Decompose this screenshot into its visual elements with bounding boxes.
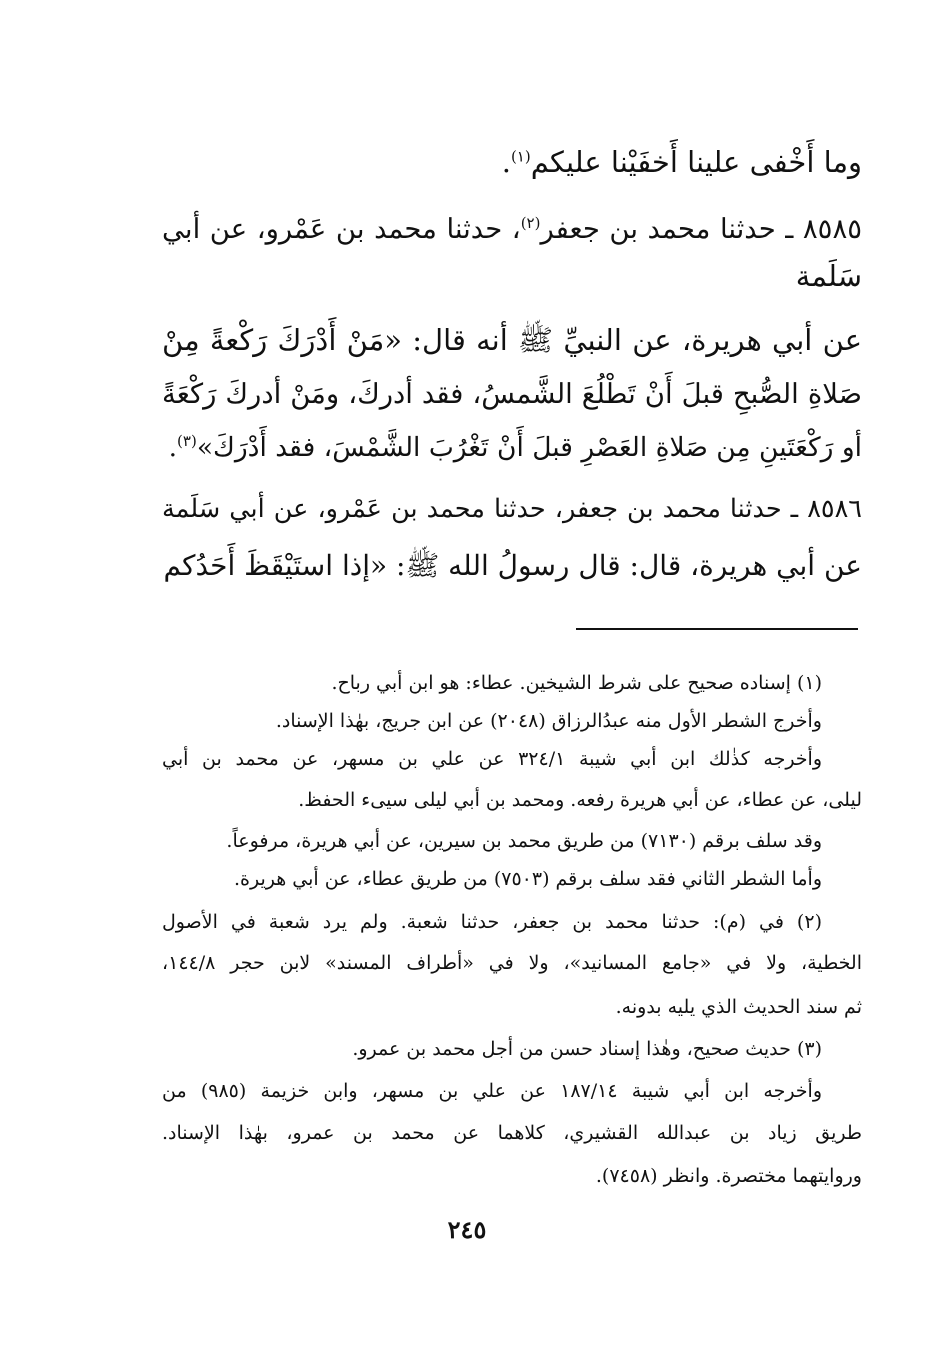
main-text-line: وما أَخْفى علينا أَخفَيْنا عليكم$^{(١)}$. [501,145,862,179]
main-text-line: صَلاةِ الصُّبحِ قبلَ أَنْ تَطْلُعَ الشَّمسُ، فقد أدركَ، ومَنْ أدركَ رَكْعَةً [162,378,862,410]
footnote-line: طريق زياد بن عبدالله القشيري، كلاهما عن محمد بن عمرو، بهٰذا الإسناد. [162,1122,862,1144]
footnote-line: وروايتهما مختصرة. وانظر (٧٤٥٨). [595,1165,862,1187]
footnote-line: (١) إسناده صحيح على شرط الشيخين. عطاء: هو ابن أبي رباح. [331,672,822,694]
footnote-marker: (٣) [177,432,197,451]
footnote-line: ليلى، عن عطاء، عن أبي هريرة رفعه. ومحمد بن أبي ليلى سيىء الحفظ. [298,789,862,811]
footnote-line: الخطية، ولا في «جامع المسانيد»، ولا في «أطراف المسند» لابن حجر ١٤٤/٨، [162,952,862,974]
footnote-line: وأخرجه ابن أبي شيبة ١٨٧/١٤ عن علي بن مسهر، وابن خزيمة (٩٨٥) من [162,1080,823,1102]
main-text-line: أو رَكْعَتَينِ مِن صَلاةِ العَصْرِ قبلَ أَنْ تَغْرُبَ الشَّمْسَ، فقد أَدْرَكَ»$^{(٣)}$. [168,432,862,463]
footnote-line: وأخرج الشطر الأول منه عبدُالرزاق (٢٠٤٨) عن ابن جريج، بهٰذا الإسناد. [275,710,822,732]
footnote-line: وأخرجه كذٰلك ابن أبي شيبة ٣٢٤/١ عن علي بن مسهر، عن محمد بن أبي [162,748,823,770]
page-number: ٢٤٥ [447,1215,487,1244]
footnote-line: وأما الشطر الثاني فقد سلف برقم (٧٥٠٣) من طريق عطاء، عن أبي هريرة. [233,868,822,890]
main-text-line: سَلَمة [795,259,862,293]
hadith-8585-line: ٨٥٨٥ ـ حدثنا محمد بن جعفر$^{(٢)}$، حدثنا محمد بن عَمْرو، عن أبي [162,213,862,245]
footnote-line: (٢) في (م): حدثنا محمد بن جعفر، حدثنا شعبة. ولم يرد شعبة في الأصول [162,911,822,933]
main-text-line: عن أبي هريرة، عن النبيِّ ﷺ أنه قال: «مَنْ أَدْرَكَ رَكْعةً مِنْ [162,323,862,357]
footnote-line: وقد سلف برقم (٧١٣٠) من طريق محمد بن سيرين، عن أبي هريرة، مرفوعاً. [226,830,822,852]
footnote-line: ثم سند الحديث الذي يليه بدونه. [615,996,862,1018]
footnote-marker: (١) [510,147,531,166]
footnote-line: (٣) حديث صحيح، وهٰذا إسناد حسن من أجل محمد بن عمرو. [352,1038,822,1060]
hadith-8586-line: ٨٥٨٦ ـ حدثنا محمد بن جعفر، حدثنا محمد بن عَمْرو، عن أبي سَلَمة [162,494,862,524]
footnote-marker: (٢) [520,213,541,232]
main-text-line: عن أبي هريرة، قال: قال رسولُ الله ﷺ: «إذا استَيْقَظَ أَحَدُكم [163,549,862,582]
footnote-divider [576,628,858,630]
